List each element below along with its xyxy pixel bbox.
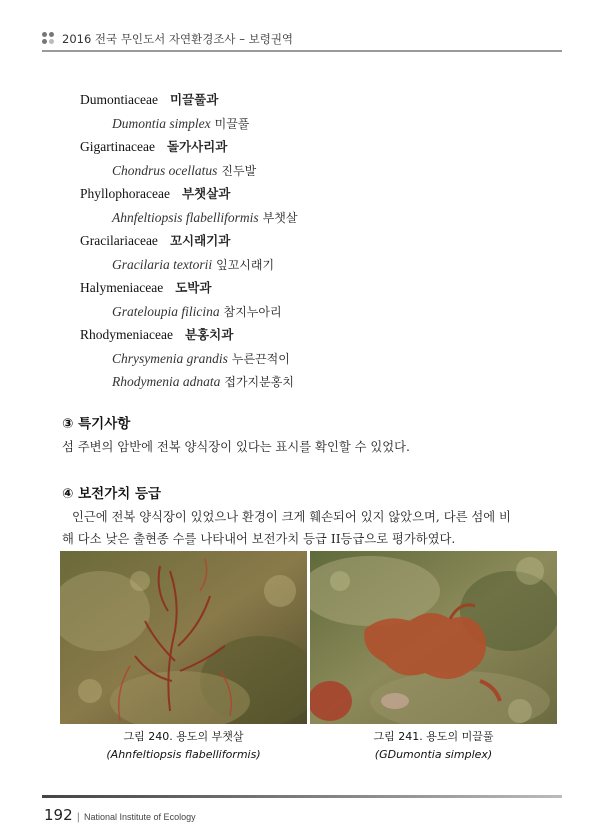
species-korean-name: 참지누아리 bbox=[223, 304, 282, 319]
footer-institute: National Institute of Ecology bbox=[84, 812, 196, 822]
section-heading-conservation-grade: ④ 보전가치 등급 bbox=[62, 486, 162, 502]
header-dots-icon bbox=[42, 32, 56, 46]
figure-240-caption-scientific: (Ahnfeltiopsis flabelliformis) bbox=[106, 748, 261, 761]
species-korean-name: 미끌풀 bbox=[214, 116, 250, 131]
family-latin: Gigartinaceae bbox=[80, 139, 155, 154]
figure-241-photo bbox=[310, 551, 557, 724]
page-footer bbox=[44, 806, 196, 825]
species-scientific-name: Dumontia simplex bbox=[112, 115, 211, 131]
species-row bbox=[80, 347, 550, 371]
figure-241-caption-scientific: (GDumontia simplex) bbox=[374, 748, 493, 761]
family-row bbox=[80, 276, 550, 300]
family-row bbox=[80, 88, 550, 112]
conservation-text-line-1: 인근에 전복 양식장이 있었으나 환경이 크게 훼손되어 있지 않았으며, 다른 섬에 비 bbox=[72, 510, 511, 524]
page-number: 192 bbox=[44, 806, 73, 824]
species-korean-name: 진두발 bbox=[221, 163, 257, 178]
family-row bbox=[80, 323, 550, 347]
species-korean-name: 누른끈적이 bbox=[231, 351, 290, 366]
footer-rule bbox=[42, 795, 562, 798]
family-latin: Phyllophoraceae bbox=[80, 186, 170, 201]
family-row bbox=[80, 135, 550, 159]
family-row bbox=[80, 229, 550, 253]
family-latin: Gracilariaceae bbox=[80, 233, 158, 248]
family-korean: 도박과 bbox=[175, 280, 212, 295]
running-header bbox=[42, 30, 562, 52]
species-scientific-name: Gracilaria textorii bbox=[112, 256, 213, 272]
figure-240-caption bbox=[60, 728, 307, 761]
species-row bbox=[80, 112, 550, 136]
species-row bbox=[80, 253, 550, 277]
conservation-text-line-2: 해 다소 낮은 출현종 수를 나타내어 보전가치 등급 II등급으로 평가하였다. bbox=[62, 532, 456, 546]
species-scientific-name: Chondrus ocellatus bbox=[112, 162, 218, 178]
figure-241-caption bbox=[310, 728, 557, 761]
family-korean: 돌가사리과 bbox=[166, 139, 228, 154]
family-korean: 미끌풀과 bbox=[169, 92, 219, 107]
header-title: 2016 전국 무인도서 자연환경조사 – 보령권역 bbox=[62, 32, 294, 46]
family-row bbox=[80, 182, 550, 206]
species-row bbox=[80, 206, 550, 230]
figure-240-caption-title: 그림 240. 용도의 부챗살 bbox=[123, 730, 244, 743]
species-row bbox=[80, 370, 550, 394]
figure-241-caption-title: 그림 241. 용도의 미끌풀 bbox=[373, 730, 494, 743]
figure-240-photo bbox=[60, 551, 307, 724]
species-scientific-name: Rhodymenia adnata bbox=[112, 374, 221, 389]
species-row bbox=[80, 300, 550, 324]
species-scientific-name: Grateloupia filicina bbox=[112, 303, 220, 319]
species-korean-name: 부챗살 bbox=[262, 210, 298, 225]
species-scientific-name: Chrysymenia grandis bbox=[112, 350, 228, 366]
species-korean-name: 잎꼬시래기 bbox=[216, 257, 275, 272]
family-latin: Rhodymeniaceae bbox=[80, 327, 173, 342]
section-heading-special-notes: ③ 특기사항 bbox=[62, 416, 131, 432]
footer-separator: | bbox=[76, 812, 81, 823]
family-korean: 분홍치과 bbox=[184, 327, 234, 342]
family-korean: 꼬시래기과 bbox=[169, 233, 231, 248]
family-korean: 부챗살과 bbox=[181, 186, 231, 201]
species-list bbox=[80, 88, 550, 394]
special-notes-text: 섬 주변의 암반에 전복 양식장이 있다는 표시를 확인할 수 있었다. bbox=[62, 440, 410, 454]
family-latin: Dumontiaceae bbox=[80, 92, 158, 107]
species-korean-name: 접가지분홍치 bbox=[224, 375, 294, 389]
species-scientific-name: Ahnfeltiopsis flabelliformis bbox=[112, 209, 259, 225]
header-rule bbox=[42, 50, 562, 52]
species-row bbox=[80, 159, 550, 183]
family-latin: Halymeniaceae bbox=[80, 280, 164, 295]
